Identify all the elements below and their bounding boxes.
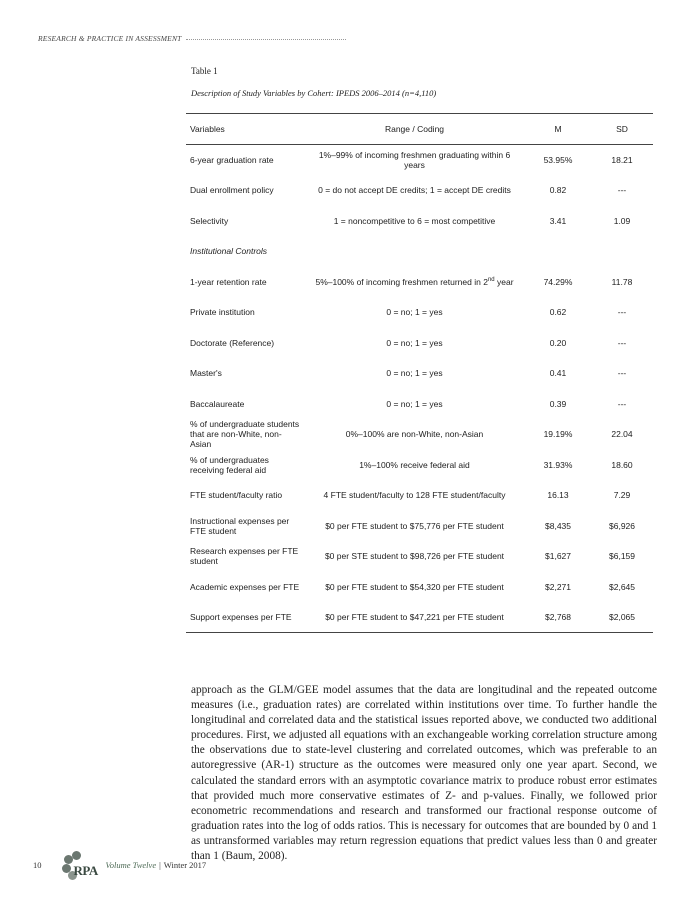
table-row <box>186 145 653 176</box>
cell-sd: --- <box>617 185 627 196</box>
header-range: Range / Coding <box>304 114 525 145</box>
cell-sd: 1.09 <box>613 215 631 226</box>
cell-sd: $6,926 <box>609 520 635 531</box>
cell-m: 53.95% <box>543 155 573 165</box>
cell-m: 0.41 <box>549 368 567 379</box>
cell-variable: Private institution <box>190 307 255 318</box>
cell-range: 0 = no; 1 = yes <box>386 307 443 318</box>
table-row <box>186 389 653 420</box>
cell-range: $0 per FTE student to $47,221 per FTE student <box>325 612 504 622</box>
cell-variable: Institutional Controls <box>190 246 268 257</box>
cell-sd: $2,645 <box>609 581 635 592</box>
dotted-rule <box>186 39 346 40</box>
cell-range: $0 per STE student to $98,726 per FTE student <box>324 551 505 562</box>
cell-range: 0 = no; 1 = yes <box>386 398 443 409</box>
cell-m: 0.82 <box>549 185 567 196</box>
cell-m: 31.93% <box>543 459 573 470</box>
cell-variable: 6-year graduation rate <box>190 155 274 165</box>
cell-sd: --- <box>617 337 627 348</box>
cell-variable: Master's <box>190 368 222 379</box>
volume-label: Volume Twelve <box>105 860 157 870</box>
cell-variable: FTE student/faculty ratio <box>190 490 283 501</box>
cell-range: 0 = do not accept DE credits; 1 = accept DE credits <box>318 185 511 196</box>
table-row <box>186 480 653 511</box>
issue-label: Winter 2017 <box>163 860 207 870</box>
cell-m: 74.29% <box>543 276 573 287</box>
cell-range: 0%–100% are non-White, non-Asian <box>345 429 484 440</box>
cell-variable: Instructional expenses per FTE student <box>190 515 290 536</box>
running-head-text: RESEARCH & PRACTICE IN ASSESSMENT <box>38 34 182 43</box>
cell-sd: 18.60 <box>611 459 633 470</box>
cell-sd: 7.29 <box>613 490 631 501</box>
table-row <box>186 602 653 633</box>
table-row <box>186 206 653 237</box>
cell-sd: 11.78 <box>611 276 633 287</box>
table-row <box>186 511 653 542</box>
cell-range: 1%–100% receive federal aid <box>359 459 470 470</box>
table-number: Table 1 <box>191 66 218 76</box>
table-description: Description of Study Variables by Cohert: IPEDS 2006–2014 (n=4,110) <box>191 88 437 98</box>
cell-sd: 18.21 <box>611 155 633 165</box>
cell-variable: Support expenses per FTE <box>190 612 292 622</box>
table-body <box>186 145 653 633</box>
cell-m: $1,627 <box>545 551 571 562</box>
table-row <box>186 175 653 206</box>
cell-sd: --- <box>617 307 627 318</box>
cell-variable: % of undergraduates receiving federal aid <box>190 454 269 475</box>
table-row <box>186 450 653 481</box>
cell-variable: Dual enrollment policy <box>190 185 274 196</box>
cell-sd: $2,065 <box>609 612 635 622</box>
cell-m: $2,768 <box>545 612 571 622</box>
table-row <box>186 572 653 603</box>
cell-variable: % of undergraduate students that are non-White, non-Asian <box>190 419 300 450</box>
cell-variable: Selectivity <box>190 215 229 226</box>
cell-m <box>525 236 591 267</box>
cell-m: 19.19% <box>543 429 573 440</box>
cell-variable: Doctorate (Reference) <box>190 337 275 348</box>
body-paragraph: approach as the GLM/GEE model assumes that the data are longitudinal and the repeated outcome measures (i.e., graduation rates) are correlated within institutions over time. To further handle the longitudinal and correlated data and the statistical issues reported above, we conducted two additional procedures. First, we adjusted all equations with an exchangeable working correlation structure among the observations due to state-level clustering and correlated outcomes, which was preferable to an autoregressive (AR-1) structure as the outcomes were measured only one year apart. Second, we calculated the standard errors with an asymptotic covariance matrix to produce robust error estimates that provided much more conservative estimates of Z- and p-values. Finally, we followed prior econometric recommendations and research and transformed our fractional response outcome of graduation rates into the log of odds ratios. This is necessary for outcomes that are bounded by 0 and 1 as untransformed variables may return regression equations that predict values less than 0 and greater than 1 (Baum, 2008). <box>191 684 657 863</box>
cell-m: 0.62 <box>549 307 567 318</box>
cell-m: 0.20 <box>549 337 567 348</box>
table-header-row <box>186 114 653 145</box>
running-head <box>38 34 346 43</box>
cell-sd <box>591 236 653 267</box>
logo-text: RPA <box>73 863 98 878</box>
header-variables: Variables <box>186 114 304 145</box>
cell-range: $0 per FTE student to $54,320 per FTE student <box>325 581 504 592</box>
cell-variable: Academic expenses per FTE <box>190 581 300 592</box>
cell-m: 16.13 <box>547 490 569 501</box>
table-row <box>186 358 653 389</box>
cell-range: $0 per FTE student to $75,776 per FTE student <box>325 520 504 531</box>
cell-range: 1 = noncompetitive to 6 = most competitive <box>333 215 496 226</box>
cell-m: 3.41 <box>549 215 567 226</box>
cell-m: 0.39 <box>549 398 567 409</box>
cell-m: $8,435 <box>545 520 571 531</box>
header-sd: SD <box>591 114 653 145</box>
footer-separator: | <box>159 860 161 870</box>
cell-range: 0 = no; 1 = yes <box>386 368 443 379</box>
variables-table <box>186 113 653 633</box>
cell-sd: $6,159 <box>609 551 635 562</box>
cell-variable: Baccalaureate <box>190 398 245 409</box>
cell-range: 5%–100% of incoming freshmen returned in 2nd year <box>315 276 514 287</box>
cell-range: 4 FTE student/faculty to 128 FTE student/faculty <box>323 490 506 501</box>
table-row <box>186 267 653 298</box>
cell-variable: Research expenses per FTE student <box>190 546 299 567</box>
cell-variable: 1-year retention rate <box>190 276 267 287</box>
cell-range <box>304 236 525 267</box>
cell-sd: --- <box>617 368 627 379</box>
cell-m: $2,271 <box>545 581 571 592</box>
header-m: M <box>525 114 591 145</box>
table-row <box>186 297 653 328</box>
table-row <box>186 328 653 359</box>
table-row <box>186 541 653 572</box>
cell-range: 0 = no; 1 = yes <box>386 337 443 348</box>
table-row <box>186 419 653 450</box>
rpa-logo <box>62 851 102 879</box>
page-number: 10 <box>33 860 42 870</box>
cell-sd: --- <box>617 398 627 409</box>
cell-range: 1%–99% of incoming freshmen graduating within 6 years <box>318 150 511 170</box>
page-footer <box>33 850 206 880</box>
cell-sd: 22.04 <box>611 429 633 440</box>
table-row <box>186 236 653 267</box>
